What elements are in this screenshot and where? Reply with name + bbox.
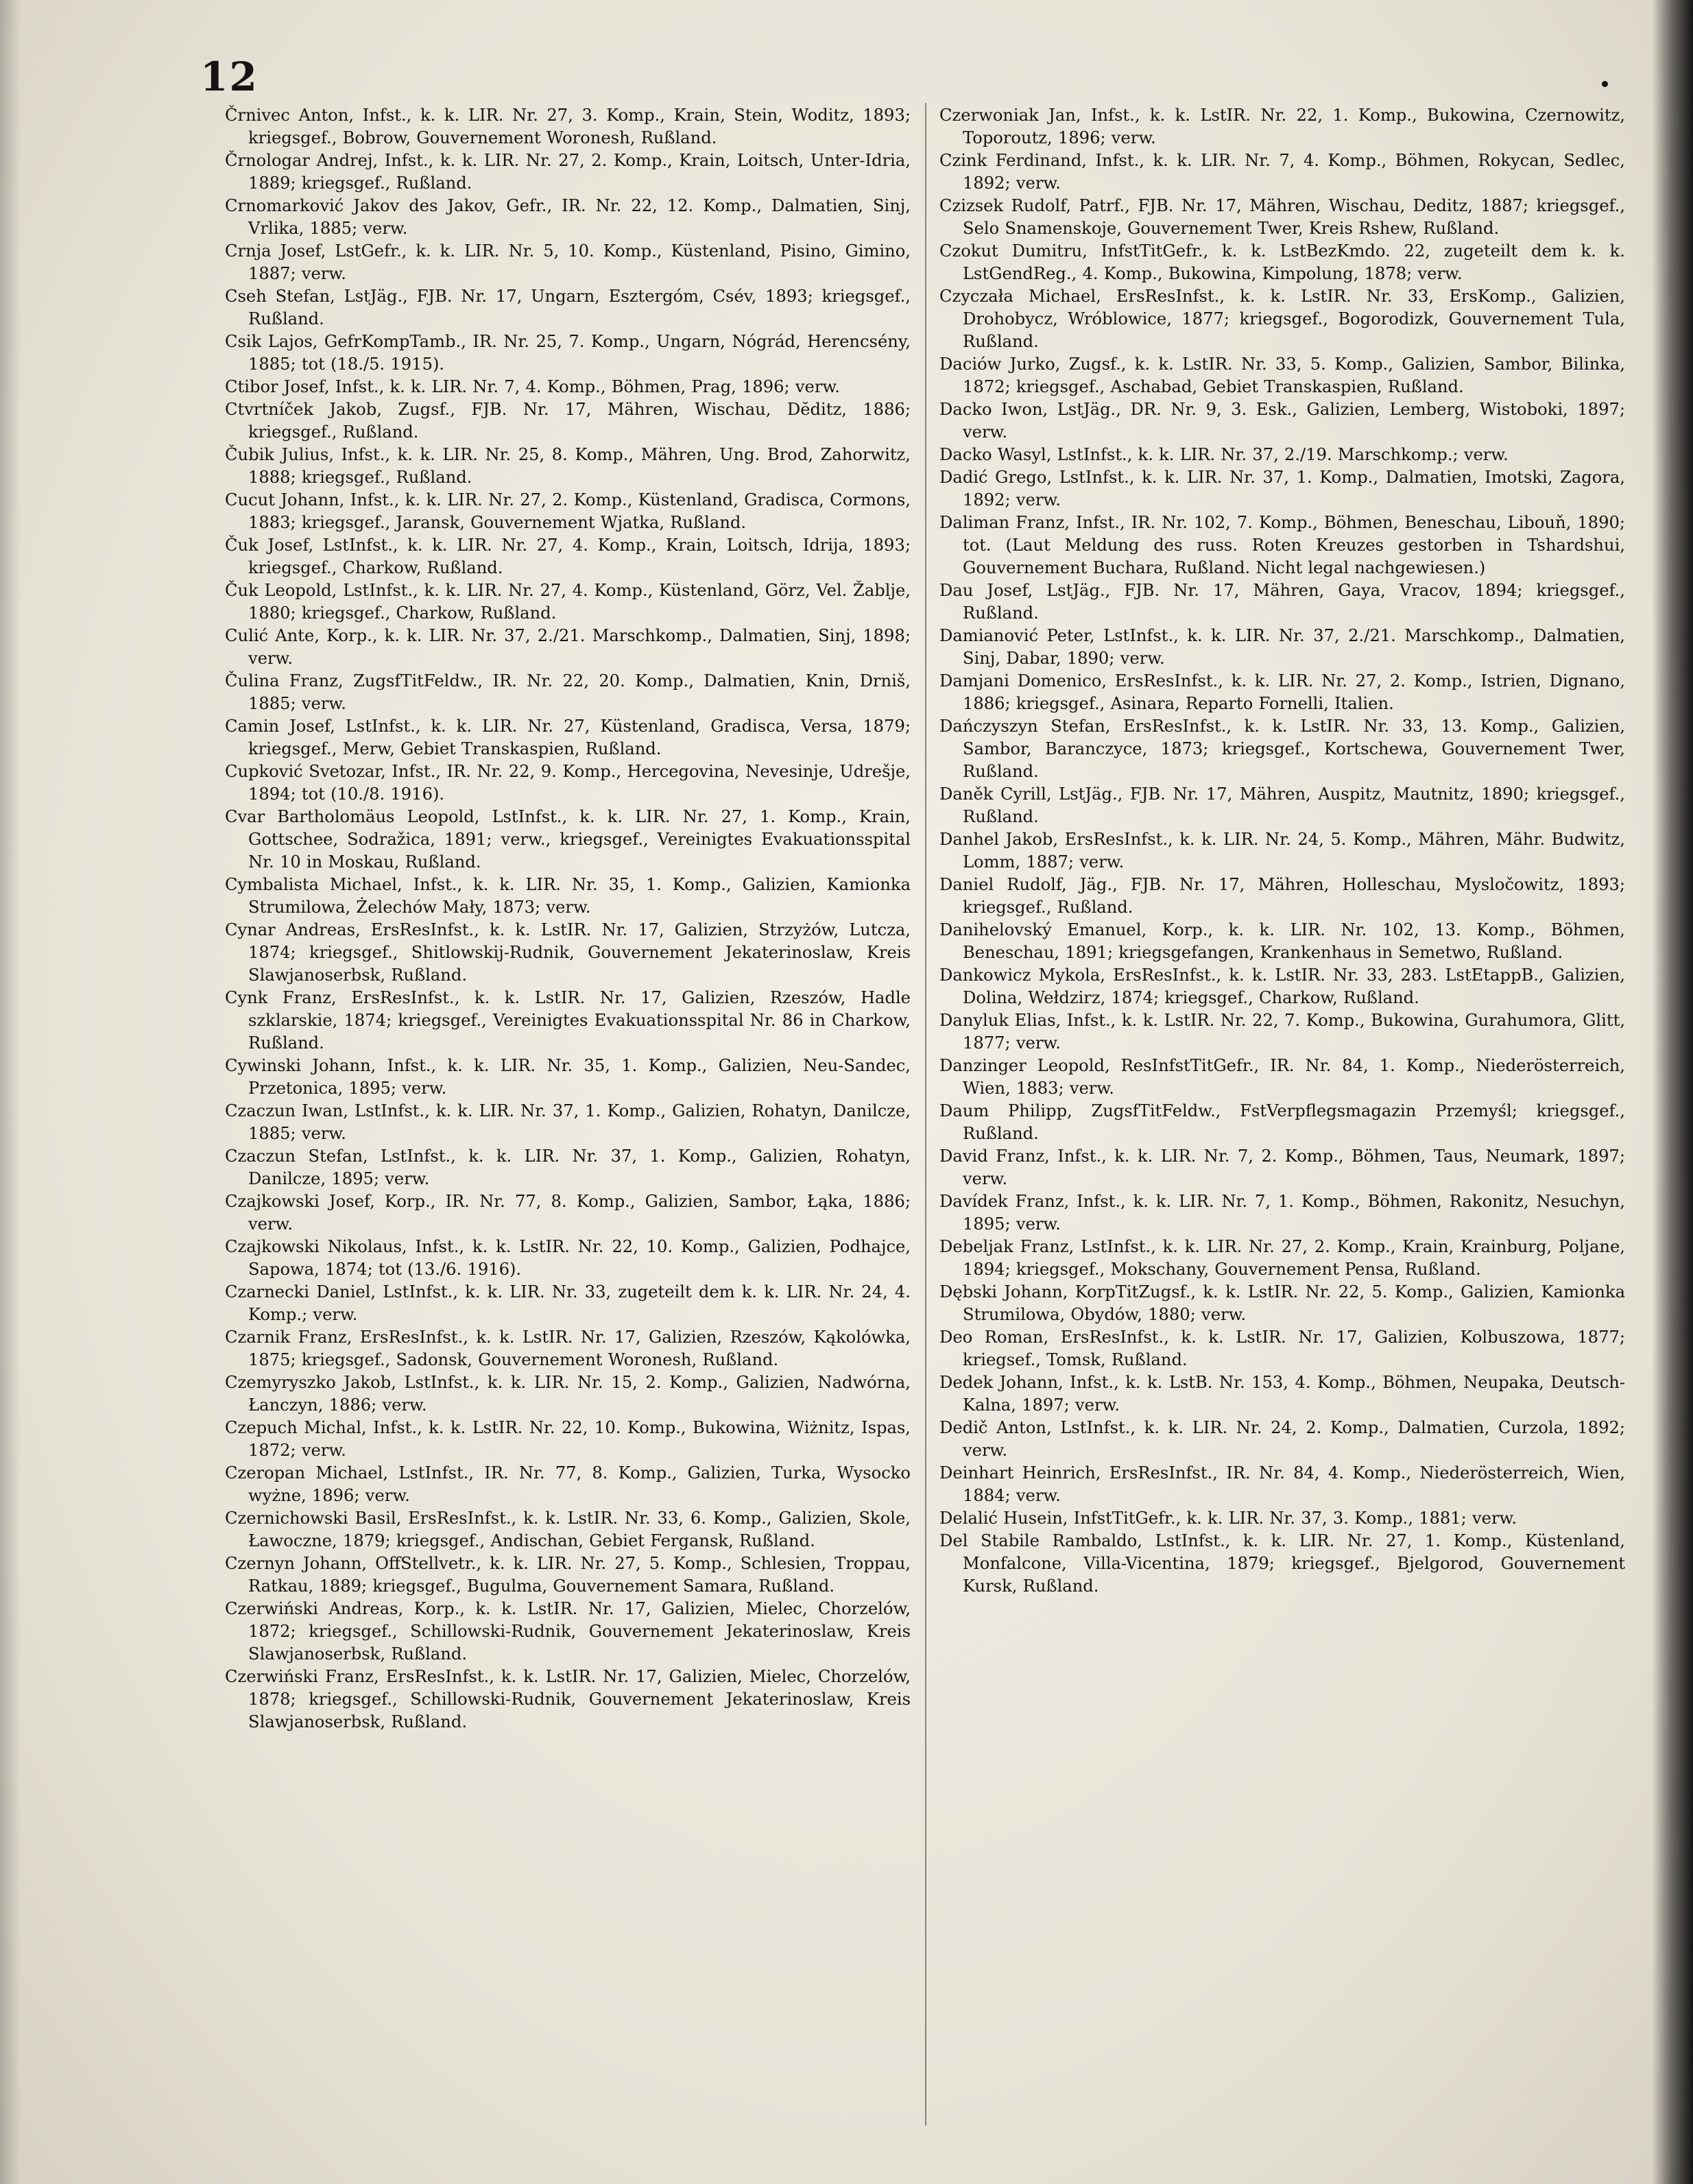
list-entry: Czerwiński Andreas, Korp., k. k. LstIR. Nr. 17, Galizien, Mielec, Chorzelów, 1872; kriegsgef., Schillowski-Rudnik, Gouvernement Jekaterinoslaw, Kreis Slawjanoserbsk, Rußland. [225,1599,911,1664]
list-entry: Davídek Franz, Infst., k. k. LIR. Nr. 7, 1. Komp., Böhmen, Rakonitz, Nesuchyn, 1895; verw. [939,1192,1625,1234]
ink-dot [1602,81,1608,87]
list-entry: Crnja Josef, LstGefr., k. k. LIR. Nr. 5, 10. Komp., Küstenland, Pisino, Gimino, 1887; verw. [225,241,911,283]
list-entry: Crnomarković Jakov des Jakov, Gefr., IR. Nr. 22, 12. Komp., Dalmatien, Sinj, Vrlika, 1885; verw. [225,196,911,238]
list-entry: David Franz, Infst., k. k. LIR. Nr. 7, 2. Komp., Böhmen, Taus, Neumark, 1897; verw. [939,1147,1625,1188]
list-entry: Dębski Johann, KorpTitZugsf., k. k. LstIR. Nr. 22, 5. Komp., Galizien, Kamionka Strumilowa, Obydów, 1880; verw. [939,1282,1625,1324]
list-entry: Czizsek Rudolf, Patrf., FJB. Nr. 17, Mähren, Wischau, Deditz, 1887; kriegsgef., Selo Snamenskoje, Gouvernement Twer, Kreis Rshew, Rußland. [939,196,1625,238]
list-entry: Dau Josef, LstJäg., FJB. Nr. 17, Mähren, Gaya, Vracov, 1894; kriegsgef., Rußland. [939,581,1625,623]
list-entry: Daciów Jurko, Zugsf., k. k. LstIR. Nr. 33, 5. Komp., Galizien, Sambor, Bilinka, 1872; kriegsgef., Aschabad, Gebiet Transkaspien, Rußland. [939,355,1625,396]
list-entry: Czajkowski Nikolaus, Infst., k. k. LstIR. Nr. 22, 10. Komp., Galizien, Podhajce, Sapowa, 1874; tot (13./6. 1916). [225,1237,911,1279]
list-entry: Culić Ante, Korp., k. k. LIR. Nr. 37, 2./21. Marschkomp., Dalmatien, Sinj, 1898; verw. [225,626,911,668]
list-entry: Czepuch Michal, Infst., k. k. LstIR. Nr. 22, 10. Komp., Bukowina, Wiżnitz, Ispas, 1872; verw. [225,1418,911,1460]
list-entry: Čuk Josef, LstInfst., k. k. LIR. Nr. 27, 4. Komp., Krain, Loitsch, Idrija, 1893; kriegsgef., Charkow, Rußland. [225,536,911,577]
list-entry: Danihelovský Emanuel, Korp., k. k. LIR. Nr. 102, 13. Komp., Böhmen, Beneschau, 1891; kriegsgefangen, Krankenhaus in Semetwo, Rußland. [939,920,1625,962]
list-entry: Del Stabile Rambaldo, LstInfst., k. k. LIR. Nr. 27, 1. Komp., Küstenland, Monfalcone, Villa-Vicentina, 1879; kriegsgef., Bjelgorod, Gouvernement Kursk, Rußland. [939,1531,1625,1596]
list-entry: Dacko Wasyl, LstInfst., k. k. LIR. Nr. 37, 2./19. Marschkomp.; verw. [939,445,1509,464]
list-entry: Cvar Bartholomäus Leopold, LstInfst., k. k. LIR. Nr. 27, 1. Komp., Krain, Gottschee, Sodražica, 1891; verw., kriegsgef., Vereinigtes Evakuationsspital Nr. 10 in Moskau, Rußland. [225,807,911,872]
list-entry: Danhel Jakob, ErsResInfst., k. k. LIR. Nr. 24, 5. Komp., Mähren, Mähr. Budwitz, Lomm, 1887; verw. [939,830,1625,872]
list-entry: Czemyryszko Jakob, LstInfst., k. k. LIR. Nr. 15, 2. Komp., Galizien, Nadwórna, Łanczyn, 1886; verw. [225,1373,911,1415]
list-entry: Deinhart Heinrich, ErsResInfst., IR. Nr. 84, 4. Komp., Niederösterreich, Wien, 1884; verw. [939,1463,1625,1505]
list-entry: Čulina Franz, ZugsfTitFeldw., IR. Nr. 22, 20. Komp., Dalmatien, Knin, Drniš, 1885; verw. [225,671,911,713]
list-entry: Cywinski Johann, Infst., k. k. LIR. Nr. 35, 1. Komp., Galizien, Neu-Sandec, Przetonica, 1895; verw. [225,1056,911,1098]
list-entry: Dacko Iwon, LstJäg., DR. Nr. 9, 3. Esk., Galizien, Lemberg, Wistoboki, 1897; verw. [939,400,1625,442]
list-entry: Czarnecki Daniel, LstInfst., k. k. LIR. Nr. 33, zugeteilt dem k. k. LIR. Nr. 24, 4. Komp.; verw. [225,1282,911,1324]
column-divider [925,103,926,2126]
list-entry: Cucut Johann, Infst., k. k. LIR. Nr. 27, 2. Komp., Küstenland, Gradisca, Cormons, 1883; kriegsgef., Jaransk, Gouvernement Wjatka, Rußland. [225,490,911,532]
list-entry: Daum Philipp, ZugsfTitFeldw., FstVerpflegsmagazin Przemyśl; kriegsgef., Rußland. [939,1101,1625,1143]
list-entry: Ctibor Josef, Infst., k. k. LIR. Nr. 7, 4. Komp., Böhmen, Prag, 1896; verw. [225,377,840,396]
list-entry: Dedič Anton, LstInfst., k. k. LIR. Nr. 24, 2. Komp., Dalmatien, Curzola, 1892; verw. [939,1418,1625,1460]
list-entry: Cupković Svetozar, Infst., IR. Nr. 22, 9. Komp., Hercegovina, Nevesinje, Udrešje, 1894; tot (10./8. 1916). [225,762,911,804]
list-entry: Deo Roman, ErsResInfst., k. k. LstIR. Nr. 17, Galizien, Kolbuszowa, 1877; kriegsef., Tomsk, Rußland. [939,1328,1625,1369]
list-entry: Dankowicz Mykola, ErsResInfst., k. k. LstIR. Nr. 33, 283. LstEtappB., Galizien, Dolina, Wełdzirz, 1874; kriegsgef., Charkow, Rußland. [939,965,1625,1007]
list-entry: Czerwiński Franz, ErsResInfst., k. k. LstIR. Nr. 17, Galizien, Mielec, Chorzelów, 1878; kriegsgef., Schillowski-Rudnik, Gouvernement Jekaterinoslaw, Kreis Slawjanoserbsk, Rußland. [225,1667,911,1731]
list-entry: Cynk Franz, ErsResInfst., k. k. LstIR. Nr. 17, Galizien, Rzeszów, Hadle szklarskie, 1874; kriegsgef., Vereinigtes Evakuationsspital Nr. 86 in Charkow, Rußland. [225,988,911,1053]
list-entry: Czyczała Michael, ErsResInfst., k. k. LstIR. Nr. 33, ErsKomp., Galizien, Drohobycz, Wróblowice, 1877; kriegsgef., Bogorodizk, Gouvernement Tula, Rußland. [939,287,1625,351]
list-entry: Črnologar Andrej, Infst., k. k. LIR. Nr. 27, 2. Komp., Krain, Loitsch, Unter-Idria, 1889; kriegsgef., Rußland. [225,151,911,193]
list-entry: Daniel Rudolf, Jäg., FJB. Nr. 17, Mähren, Holleschau, Mysločowitz, 1893; kriegsgef., Rußland. [939,875,1625,917]
list-entry: Delalić Husein, InfstTitGefr., k. k. LIR. Nr. 37, 3. Komp., 1881; verw. [939,1509,1517,1528]
list-entry: Damianović Peter, LstInfst., k. k. LIR. Nr. 37, 2./21. Marschkomp., Dalmatien, Sinj, Dabar, 1890; verw. [939,626,1625,668]
list-entry: Debeljak Franz, LstInfst., k. k. LIR. Nr. 27, 2. Komp., Krain, Krainburg, Poljane, 1894; kriegsgef., Mokschany, Gouvernement Pensa, Rußland. [939,1237,1625,1279]
list-entry: Dedek Johann, Infst., k. k. LstB. Nr. 153, 4. Komp., Böhmen, Neupaka, Deutsch-Kalna, 1897; verw. [939,1373,1625,1415]
list-entry: Czaczun Iwan, LstInfst., k. k. LIR. Nr. 37, 1. Komp., Galizien, Rohatyn, Danilcze, 1885; verw. [225,1101,911,1143]
right-column [939,104,1625,1598]
list-entry: Cynar Andreas, ErsResInfst., k. k. LstIR. Nr. 17, Galizien, Strzyżów, Lutcza, 1874; kriegsgef., Shitlowskij-Rudnik, Gouvernement Jekaterinoslaw, Kreis Slawjanoserbsk, Rußland. [225,920,911,985]
list-entry: Daněk Cyrill, LstJäg., FJB. Nr. 17, Mähren, Auspitz, Mautnitz, 1890; kriegsgef., Rußland. [939,784,1625,826]
list-entry: Cymbalista Michael, Infst., k. k. LIR. Nr. 35, 1. Komp., Galizien, Kamionka Strumilowa, Żelechów Mały, 1873; verw. [225,875,911,917]
list-entry: Damjani Domenico, ErsResInfst., k. k. LIR. Nr. 27, 2. Komp., Istrien, Dignano, 1886; kriegsgef., Asinara, Reparto Fornelli, Italien. [939,671,1625,713]
list-entry: Daliman Franz, Infst., IR. Nr. 102, 7. Komp., Böhmen, Beneschau, Libouň, 1890; tot. (Laut Meldung des russ. Roten Kreuzes gestorben in Tshardshui, Gouvernement Buchara, Rußland. Nicht legal nachgewiesen.) [939,513,1625,577]
page-right-shadow [1652,0,1693,2184]
list-entry: Czerwoniak Jan, Infst., k. k. LstIR. Nr. 22, 1. Komp., Bukowina, Czernowitz, Toporoutz, 1896; verw. [939,106,1625,147]
list-entry: Danyluk Elias, Infst., k. k. LstIR. Nr. 22, 7. Komp., Bukowina, Gurahumora, Glitt, 1877; verw. [939,1011,1625,1053]
list-entry: Črnivec Anton, Infst., k. k. LIR. Nr. 27, 3. Komp., Krain, Stein, Woditz, 1893; kriegsgef., Bobrow, Gouvernement Woronesh, Rußland. [225,106,911,147]
list-entry: Dańczyszyn Stefan, ErsResInfst., k. k. LstIR. Nr. 33, 13. Komp., Galizien, Sambor, Baranczyce, 1873; kriegsgef., Kortschewa, Gouvernement Twer, Rußland. [939,717,1625,781]
list-entry: Czernichowski Basil, ErsResInfst., k. k. LstIR. Nr. 33, 6. Komp., Galizien, Skole, Ławoczne, 1879; kriegsgef., Andischan, Gebiet Fergansk, Rußland. [225,1509,911,1550]
list-entry: Czeropan Michael, LstInfst., IR. Nr. 77, 8. Komp., Galizien, Turka, Wysocko wyżne, 1896; verw. [225,1463,911,1505]
left-column [225,104,911,1733]
list-entry: Czarnik Franz, ErsResInfst., k. k. LstIR. Nr. 17, Galizien, Rzeszów, Kąkolówka, 1875; kriegsgef., Sadonsk, Gouvernement Woronesh, Rußland. [225,1328,911,1369]
list-entry: Danzinger Leopold, ResInfstTitGefr., IR. Nr. 84, 1. Komp., Niederösterreich, Wien, 1883; verw. [939,1056,1625,1098]
page-number: 12 [200,53,259,100]
list-entry: Dadić Grego, LstInfst., k. k. LIR. Nr. 37, 1. Komp., Dalmatien, Imotski, Zagora, 1892; verw. [939,468,1625,509]
list-entry: Cseh Stefan, LstJäg., FJB. Nr. 17, Ungarn, Esztergóm, Csév, 1893; kriegsgef., Rußland. [225,287,911,328]
list-entry: Czokut Dumitru, InfstTitGefr., k. k. LstBezKmdo. 22, zugeteilt dem k. k. LstGendReg., 4. Komp., Bukowina, Kimpolung, 1878; verw. [939,241,1625,283]
list-entry: Czernyn Johann, OffStellvetr., k. k. LIR. Nr. 27, 5. Komp., Schlesien, Troppau, Ratkau, 1889; kriegsgef., Bugulma, Gouvernement Samara, Rußland. [225,1554,911,1596]
page-left-shadow [0,0,21,2184]
list-entry: Čuk Leopold, LstInfst., k. k. LIR. Nr. 27, 4. Komp., Küstenland, Görz, Vel. Žablje, 1880; kriegsgef., Charkow, Rußland. [225,581,911,623]
list-entry: Csik Lajos, GefrKompTamb., IR. Nr. 25, 7. Komp., Ungarn, Nógrád, Herencsény, 1885; tot (18./5. 1915). [225,332,911,374]
list-entry: Camin Josef, LstInfst., k. k. LIR. Nr. 27, Küstenland, Gradisca, Versa, 1879; kriegsgef., Merw, Gebiet Transkaspien, Rußland. [225,717,911,758]
list-entry: Czajkowski Josef, Korp., IR. Nr. 77, 8. Komp., Galizien, Sambor, Łąka, 1886; verw. [225,1192,911,1234]
list-entry: Czaczun Stefan, LstInfst., k. k. LIR. Nr. 37, 1. Komp., Galizien, Rohatyn, Danilcze, 1895; verw. [225,1147,911,1188]
list-entry: Czink Ferdinand, Infst., k. k. LIR. Nr. 7, 4. Komp., Böhmen, Rokycan, Sedlec, 1892; verw. [939,151,1625,193]
list-entry: Ctvrtníček Jakob, Zugsf., FJB. Nr. 17, Mähren, Wischau, Dĕditz, 1886; kriegsgef., Rußland. [225,400,911,442]
list-entry: Čubik Julius, Infst., k. k. LIR. Nr. 25, 8. Komp., Mähren, Ung. Brod, Zahorwitz, 1888; kriegsgef., Rußland. [225,445,911,487]
